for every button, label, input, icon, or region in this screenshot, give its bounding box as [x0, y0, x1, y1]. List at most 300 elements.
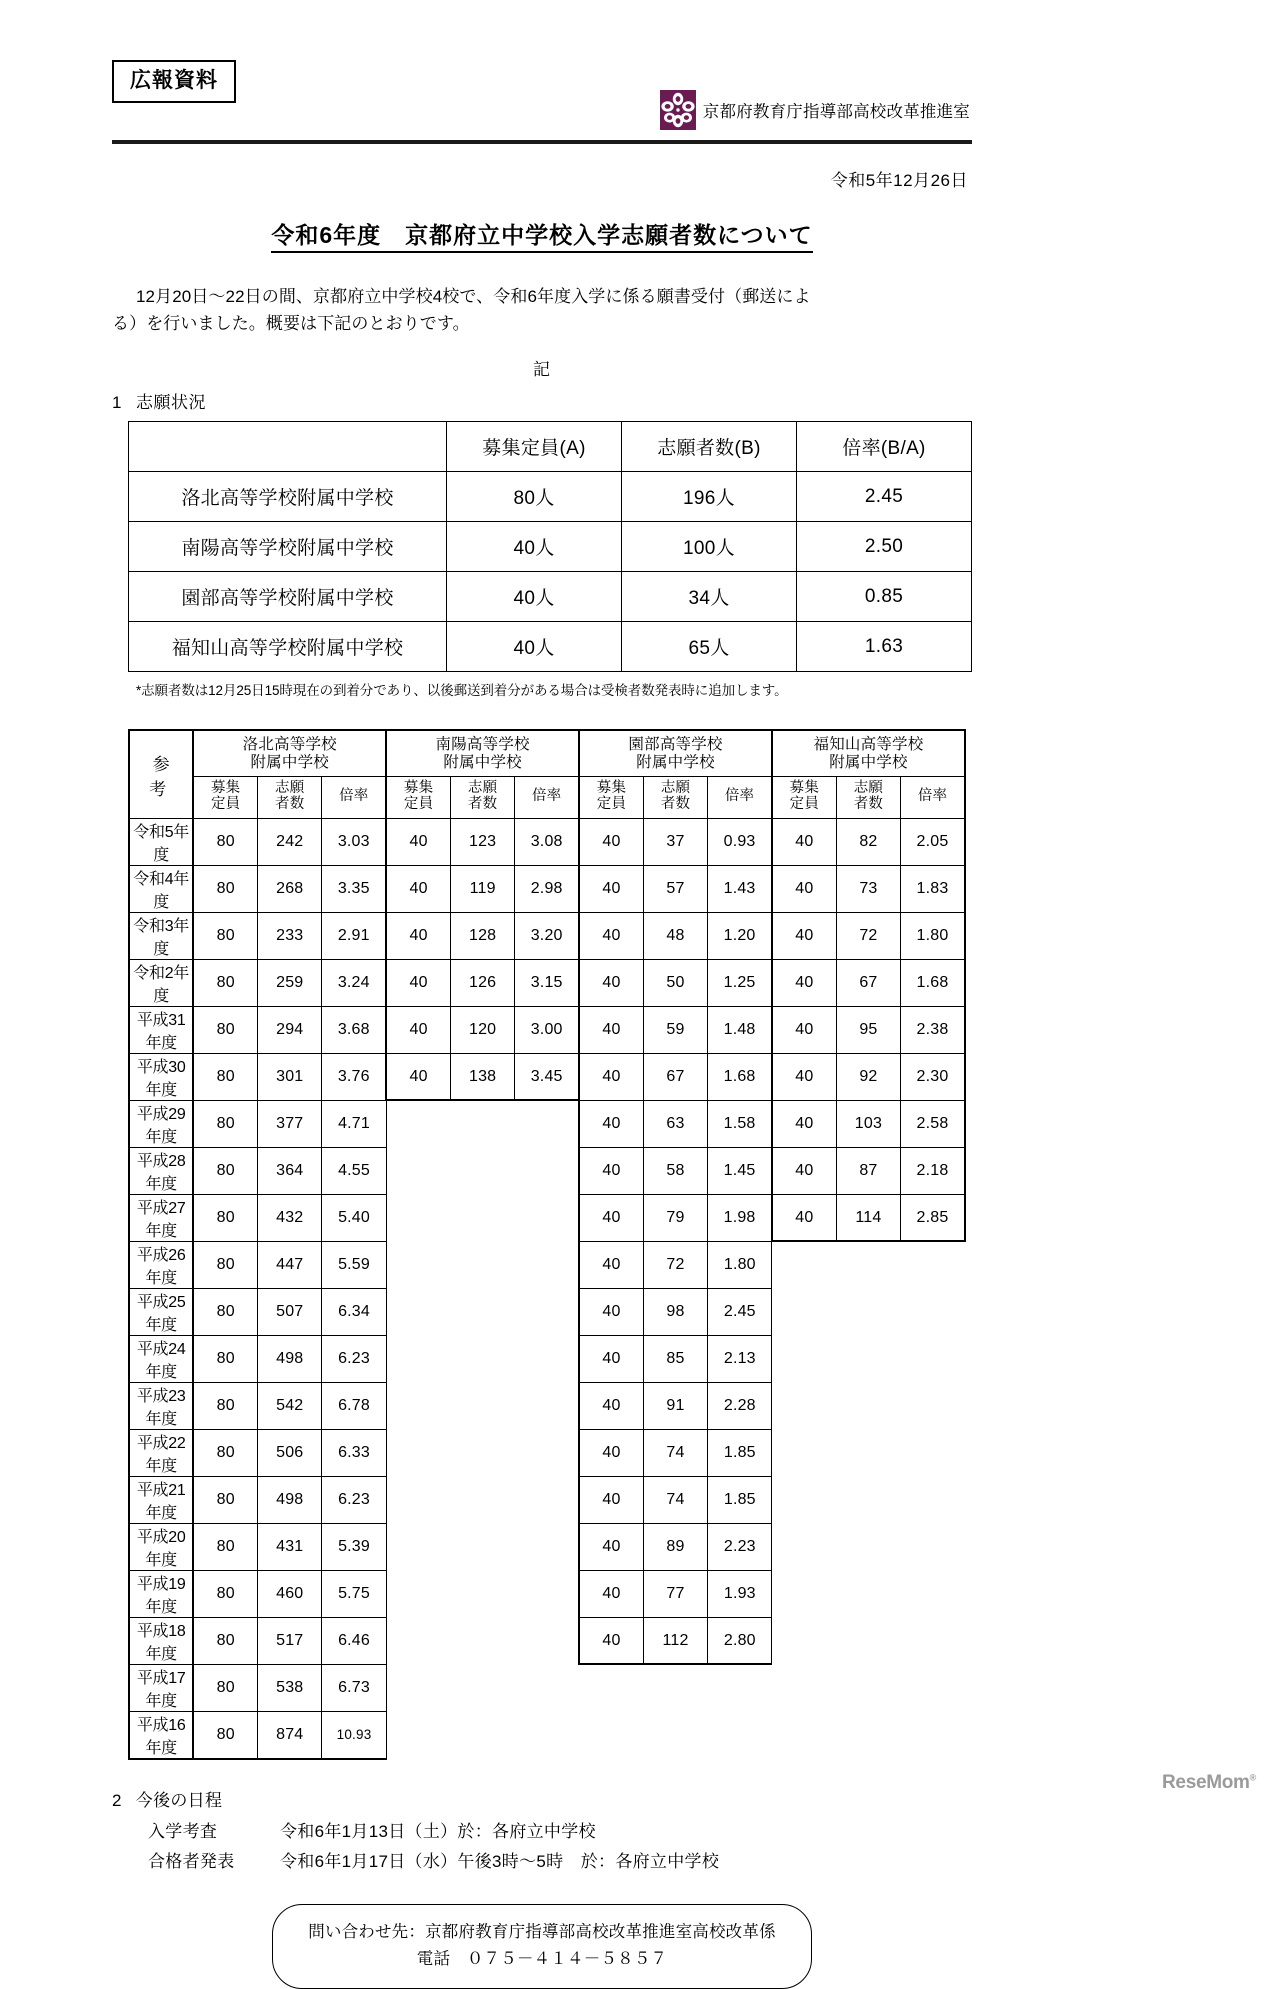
reference-capacity: 40 — [579, 865, 643, 912]
reference-table-row — [129, 818, 965, 865]
reference-table-wrap — [128, 729, 972, 1760]
cell-school: 園部高等学校附属中学校 — [129, 572, 447, 622]
reference-ratio: 6.23 — [322, 1476, 386, 1523]
section-1-heading — [112, 388, 972, 413]
reference-applicants: 874 — [258, 1711, 322, 1759]
reference-capacity: 40 — [772, 912, 836, 959]
reference-row-year: 令和4年度 — [129, 865, 193, 912]
reference-applicants: 538 — [258, 1664, 322, 1711]
reference-ratio: 2.85 — [901, 1194, 965, 1241]
reference-row-year: 平成26年度 — [129, 1241, 193, 1288]
reference-table-row — [129, 1570, 965, 1617]
header-divider — [112, 140, 972, 144]
reference-applicants: 59 — [643, 1006, 707, 1053]
reference-capacity: 40 — [386, 1053, 450, 1100]
reference-applicants: 57 — [643, 865, 707, 912]
reference-ratio: 2.45 — [708, 1288, 772, 1335]
application-status-table — [128, 421, 972, 672]
reference-table-row — [129, 1664, 965, 1711]
reference-row-year: 平成18年度 — [129, 1617, 193, 1664]
watermark-tm: ® — [1249, 1772, 1256, 1783]
reference-applicants: 242 — [258, 818, 322, 865]
reference-ratio: 3.45 — [515, 1053, 579, 1100]
cell-ratio: 1.63 — [797, 622, 972, 672]
reference-capacity: 80 — [193, 1711, 257, 1759]
reference-empty-cell — [901, 1335, 965, 1382]
reference-table-row — [129, 1382, 965, 1429]
reference-row-year: 平成21年度 — [129, 1476, 193, 1523]
reference-empty-cell — [772, 1523, 836, 1570]
reference-applicants: 67 — [836, 959, 900, 1006]
reference-ratio: 1.85 — [708, 1476, 772, 1523]
reference-applicants: 79 — [643, 1194, 707, 1241]
reference-table-row — [129, 1288, 965, 1335]
reference-table-row — [129, 1053, 965, 1100]
reference-applicants: 72 — [836, 912, 900, 959]
reference-empty-cell — [386, 1523, 450, 1570]
reference-row-year: 平成29年度 — [129, 1100, 193, 1147]
reference-empty-cell — [772, 1476, 836, 1523]
reference-applicants: 98 — [643, 1288, 707, 1335]
reference-ratio: 2.58 — [901, 1100, 965, 1147]
reference-row-year: 平成25年度 — [129, 1288, 193, 1335]
reference-ratio: 1.83 — [901, 865, 965, 912]
reference-empty-cell — [901, 1382, 965, 1429]
reference-applicants: 114 — [836, 1194, 900, 1241]
reference-row-year: 平成30年度 — [129, 1053, 193, 1100]
reference-applicants: 74 — [643, 1429, 707, 1476]
table-footnote: *志願者数は12月25日15時現在の到着分であり、以後郵送到着分がある場合は受検者数発表時に追加します。 — [136, 683, 788, 699]
reference-capacity: 80 — [193, 1476, 257, 1523]
reference-empty-cell — [901, 1711, 965, 1759]
reference-empty-cell — [515, 1429, 579, 1476]
reference-applicants: 301 — [258, 1053, 322, 1100]
reference-empty-cell — [772, 1711, 836, 1759]
reference-empty-cell — [450, 1711, 514, 1759]
cell-applicants: 34人 — [622, 572, 797, 622]
cell-ratio: 0.85 — [797, 572, 972, 622]
reference-ratio: 1.68 — [708, 1053, 772, 1100]
cell-capacity: 80人 — [447, 472, 622, 522]
reference-applicants: 259 — [258, 959, 322, 1006]
reference-empty-cell — [515, 1100, 579, 1147]
reference-applicants: 123 — [450, 818, 514, 865]
reference-applicants: 85 — [643, 1335, 707, 1382]
reference-empty-cell — [515, 1288, 579, 1335]
cell-applicants: 65人 — [622, 622, 797, 672]
reference-applicants: 233 — [258, 912, 322, 959]
reference-capacity: 80 — [193, 959, 257, 1006]
reference-empty-cell — [386, 1335, 450, 1382]
reference-empty-cell — [643, 1711, 707, 1759]
reference-empty-cell — [450, 1570, 514, 1617]
cell-capacity: 40人 — [447, 572, 622, 622]
reference-empty-cell — [386, 1617, 450, 1664]
reference-capacity: 40 — [772, 1006, 836, 1053]
reference-empty-cell — [450, 1476, 514, 1523]
reference-applicants: 82 — [836, 818, 900, 865]
schedule-label-exam: 入学考査 — [148, 1821, 218, 1841]
reference-table-row — [129, 1476, 965, 1523]
reference-metric-header: 倍率 — [708, 776, 772, 818]
reference-empty-cell — [643, 1664, 707, 1711]
reference-table-row — [129, 1006, 965, 1053]
reference-empty-cell — [901, 1241, 965, 1288]
reference-table-row — [129, 959, 965, 1006]
reference-table-row — [129, 1617, 965, 1664]
reference-applicants: 447 — [258, 1241, 322, 1288]
reference-ratio: 2.38 — [901, 1006, 965, 1053]
reference-empty-cell — [836, 1523, 900, 1570]
press-release-badge: 広報資料 — [112, 60, 236, 103]
reference-ratio: 3.68 — [322, 1006, 386, 1053]
reference-empty-cell — [386, 1476, 450, 1523]
reference-capacity: 80 — [193, 1617, 257, 1664]
reference-applicants: 498 — [258, 1476, 322, 1523]
reference-metric-header: 志願 者数 — [450, 776, 514, 818]
reference-ratio: 1.20 — [708, 912, 772, 959]
reference-ratio: 2.23 — [708, 1523, 772, 1570]
reference-ratio: 1.43 — [708, 865, 772, 912]
reference-empty-cell — [515, 1711, 579, 1759]
reference-empty-cell — [901, 1523, 965, 1570]
contact-line-2: 電話 ０７５－４１４－５８５７ — [416, 1949, 668, 1968]
reference-applicants: 92 — [836, 1053, 900, 1100]
reference-applicants: 91 — [643, 1382, 707, 1429]
reference-applicants: 74 — [643, 1476, 707, 1523]
reference-metric-header: 志願 者数 — [836, 776, 900, 818]
reference-empty-cell — [901, 1664, 965, 1711]
reference-capacity: 40 — [579, 1194, 643, 1241]
reference-capacity: 80 — [193, 1429, 257, 1476]
col-ratio: 倍率(B/A) — [797, 422, 972, 472]
reference-ratio: 5.39 — [322, 1523, 386, 1570]
reference-empty-cell — [708, 1664, 772, 1711]
reference-empty-cell — [836, 1664, 900, 1711]
reference-capacity: 80 — [193, 1382, 257, 1429]
reference-capacity: 40 — [386, 865, 450, 912]
reference-empty-cell — [579, 1711, 643, 1759]
reference-row-year: 平成17年度 — [129, 1664, 193, 1711]
historical-reference-table — [128, 729, 966, 1760]
reference-capacity: 40 — [579, 1429, 643, 1476]
reference-capacity: 40 — [772, 1194, 836, 1241]
col-school — [129, 422, 447, 472]
issuing-organization — [660, 90, 970, 130]
cell-ratio: 2.45 — [797, 472, 972, 522]
reference-capacity: 40 — [772, 959, 836, 1006]
reference-capacity: 40 — [579, 1147, 643, 1194]
document-date: 令和5年12月26日 — [830, 171, 968, 190]
reference-ratio: 6.46 — [322, 1617, 386, 1664]
reference-ratio: 2.28 — [708, 1382, 772, 1429]
reference-empty-cell — [901, 1429, 965, 1476]
reference-capacity: 80 — [193, 1194, 257, 1241]
reference-ratio: 1.98 — [708, 1194, 772, 1241]
reference-empty-cell — [901, 1476, 965, 1523]
reference-capacity: 80 — [193, 818, 257, 865]
table-row — [129, 472, 972, 522]
reference-capacity: 40 — [579, 959, 643, 1006]
reference-metric-header: 倍率 — [322, 776, 386, 818]
reference-empty-cell — [386, 1570, 450, 1617]
section-2-schedule — [112, 1786, 972, 1877]
reference-ratio: 3.35 — [322, 865, 386, 912]
reference-empty-cell — [450, 1241, 514, 1288]
reference-metric-header: 募集 定員 — [386, 776, 450, 818]
reference-metric-header: 志願 者数 — [643, 776, 707, 818]
reference-applicants: 73 — [836, 865, 900, 912]
reference-metric-header: 募集 定員 — [193, 776, 257, 818]
reference-capacity: 40 — [579, 1382, 643, 1429]
cell-school: 洛北高等学校附属中学校 — [129, 472, 447, 522]
reference-applicants: 120 — [450, 1006, 514, 1053]
reference-applicants: 87 — [836, 1147, 900, 1194]
reference-empty-cell — [515, 1335, 579, 1382]
section-2-heading — [112, 1786, 972, 1811]
reference-ratio: 6.73 — [322, 1664, 386, 1711]
reference-capacity: 80 — [193, 865, 257, 912]
reference-metric-header: 倍率 — [901, 776, 965, 818]
reference-empty-cell — [450, 1194, 514, 1241]
reference-ratio: 2.80 — [708, 1617, 772, 1664]
reference-ratio: 1.68 — [901, 959, 965, 1006]
lead-paragraph — [112, 283, 972, 337]
reference-capacity: 40 — [579, 1476, 643, 1523]
page-title-text: 令和6年度 京都府立中学校入学志願者数について — [271, 222, 812, 253]
reference-empty-cell — [386, 1664, 450, 1711]
reference-table-row — [129, 865, 965, 912]
reference-empty-cell — [579, 1664, 643, 1711]
reference-applicants: 112 — [643, 1617, 707, 1664]
reference-capacity: 80 — [193, 1523, 257, 1570]
table-header-row — [129, 422, 972, 472]
reference-applicants: 67 — [643, 1053, 707, 1100]
reference-applicants: 431 — [258, 1523, 322, 1570]
reference-metric-header: 志願 者数 — [258, 776, 322, 818]
reference-school-header: 南陽高等学校 附属中学校 — [386, 730, 579, 776]
cell-school: 福知山高等学校附属中学校 — [129, 622, 447, 672]
reference-metric-header: 倍率 — [515, 776, 579, 818]
reference-applicants: 364 — [258, 1147, 322, 1194]
reference-empty-cell — [515, 1382, 579, 1429]
reference-empty-cell — [836, 1711, 900, 1759]
reference-ratio: 3.03 — [322, 818, 386, 865]
organization-name: 京都府教育庁指導部高校改革推進室 — [702, 103, 970, 121]
reference-row-year: 令和5年度 — [129, 818, 193, 865]
kyoto-prefecture-logo-icon — [660, 90, 696, 130]
reference-applicants: 542 — [258, 1382, 322, 1429]
reference-ratio: 1.58 — [708, 1100, 772, 1147]
reference-ratio: 2.91 — [322, 912, 386, 959]
reference-empty-cell — [515, 1570, 579, 1617]
table-row — [129, 522, 972, 572]
reference-empty-cell — [450, 1382, 514, 1429]
reference-table-row — [129, 1241, 965, 1288]
reference-empty-cell — [515, 1194, 579, 1241]
reference-ratio: 1.80 — [708, 1241, 772, 1288]
section-1-label: 志願状況 — [135, 393, 206, 413]
reference-empty-cell — [450, 1335, 514, 1382]
reference-ratio: 6.33 — [322, 1429, 386, 1476]
reference-ratio: 0.93 — [708, 818, 772, 865]
reference-capacity: 80 — [193, 1100, 257, 1147]
reference-empty-cell — [772, 1429, 836, 1476]
reference-applicants: 506 — [258, 1429, 322, 1476]
reference-ratio: 4.55 — [322, 1147, 386, 1194]
reference-table-row — [129, 1711, 965, 1759]
reference-capacity: 40 — [579, 1523, 643, 1570]
reference-ratio: 3.15 — [515, 959, 579, 1006]
reference-row-year: 平成19年度 — [129, 1570, 193, 1617]
reference-capacity: 40 — [579, 1100, 643, 1147]
reference-table-row — [129, 1100, 965, 1147]
reference-empty-cell — [836, 1617, 900, 1664]
reference-applicants: 48 — [643, 912, 707, 959]
cell-school: 南陽高等学校附属中学校 — [129, 522, 447, 572]
watermark-text: ReseMom — [1162, 1772, 1250, 1793]
col-capacity: 募集定員(A) — [447, 422, 622, 472]
document-header — [112, 60, 972, 132]
section-2-number: 2 — [112, 1790, 122, 1810]
reference-empty-cell — [515, 1147, 579, 1194]
reference-row-year: 令和2年度 — [129, 959, 193, 1006]
reference-row-year: 平成31年度 — [129, 1006, 193, 1053]
reference-table-row — [129, 1194, 965, 1241]
reference-applicants: 103 — [836, 1100, 900, 1147]
reference-ratio: 3.00 — [515, 1006, 579, 1053]
reference-capacity: 80 — [193, 1570, 257, 1617]
document-sheet — [112, 60, 972, 1989]
reference-applicants: 507 — [258, 1288, 322, 1335]
reference-empty-cell — [450, 1664, 514, 1711]
reference-empty-cell — [386, 1147, 450, 1194]
reference-applicants: 37 — [643, 818, 707, 865]
reference-capacity: 40 — [579, 1335, 643, 1382]
reference-empty-cell — [386, 1241, 450, 1288]
reference-school-header: 園部高等学校 附属中学校 — [579, 730, 772, 776]
schedule-value-exam: 令和6年1月13日（土）於：各府立中学校 — [280, 1821, 596, 1841]
reference-ratio: 4.71 — [322, 1100, 386, 1147]
reference-ratio: 6.34 — [322, 1288, 386, 1335]
reference-ratio: 10.93 — [322, 1711, 386, 1759]
reference-capacity: 40 — [772, 1147, 836, 1194]
reference-empty-cell — [708, 1711, 772, 1759]
reference-empty-cell — [450, 1617, 514, 1664]
reference-empty-cell — [836, 1335, 900, 1382]
schedule-label-results: 合格者発表 — [148, 1851, 235, 1871]
reference-empty-cell — [450, 1288, 514, 1335]
reference-metric-header: 募集 定員 — [579, 776, 643, 818]
reference-table-row — [129, 912, 965, 959]
reference-table-row — [129, 1335, 965, 1382]
reference-ratio: 1.25 — [708, 959, 772, 1006]
reference-ratio: 3.76 — [322, 1053, 386, 1100]
reference-capacity: 40 — [579, 1288, 643, 1335]
reference-capacity: 40 — [386, 912, 450, 959]
reference-empty-cell — [450, 1429, 514, 1476]
reference-empty-cell — [836, 1429, 900, 1476]
reference-empty-cell — [386, 1711, 450, 1759]
reference-capacity: 80 — [193, 1053, 257, 1100]
reference-empty-cell — [386, 1382, 450, 1429]
reference-applicants: 517 — [258, 1617, 322, 1664]
reference-applicants: 377 — [258, 1100, 322, 1147]
table-row — [129, 622, 972, 672]
reference-applicants: 268 — [258, 865, 322, 912]
reference-ratio: 2.05 — [901, 818, 965, 865]
reference-empty-cell — [515, 1523, 579, 1570]
reference-capacity: 80 — [193, 1288, 257, 1335]
reference-capacity: 40 — [579, 912, 643, 959]
reference-applicants: 58 — [643, 1147, 707, 1194]
reference-empty-cell — [515, 1476, 579, 1523]
reference-capacity: 80 — [193, 1241, 257, 1288]
reference-ratio: 6.78 — [322, 1382, 386, 1429]
reference-empty-cell — [836, 1570, 900, 1617]
reference-ratio: 1.48 — [708, 1006, 772, 1053]
reference-school-header: 洛北高等学校 附属中学校 — [193, 730, 386, 776]
reference-empty-cell — [772, 1241, 836, 1288]
reference-applicants: 126 — [450, 959, 514, 1006]
reference-empty-cell — [836, 1241, 900, 1288]
cell-capacity: 40人 — [447, 522, 622, 572]
col-applicants: 志願者数(B) — [622, 422, 797, 472]
reference-capacity: 80 — [193, 1335, 257, 1382]
reference-empty-cell — [772, 1617, 836, 1664]
reference-header-metrics — [129, 776, 965, 818]
reference-capacity: 40 — [579, 1570, 643, 1617]
reference-empty-cell — [901, 1570, 965, 1617]
lead-line-1: 12月20日～22日の間、京都府立中学校4校で、令和6年度入学に係る願書受付（郵送によ — [136, 287, 811, 306]
reference-capacity: 80 — [193, 1006, 257, 1053]
reference-applicants: 498 — [258, 1335, 322, 1382]
reference-empty-cell — [772, 1382, 836, 1429]
reference-ratio: 2.13 — [708, 1335, 772, 1382]
reference-capacity: 40 — [579, 818, 643, 865]
reference-ratio: 5.75 — [322, 1570, 386, 1617]
contact-box — [272, 1904, 812, 1989]
cell-applicants: 100人 — [622, 522, 797, 572]
reference-ratio: 1.93 — [708, 1570, 772, 1617]
reference-capacity: 40 — [386, 1006, 450, 1053]
reference-applicants: 294 — [258, 1006, 322, 1053]
reference-ratio: 5.59 — [322, 1241, 386, 1288]
reference-empty-cell — [386, 1194, 450, 1241]
reference-row-year: 平成24年度 — [129, 1335, 193, 1382]
ki-marker: 記 — [533, 360, 551, 380]
reference-applicants: 460 — [258, 1570, 322, 1617]
reference-empty-cell — [901, 1288, 965, 1335]
reference-empty-cell — [772, 1288, 836, 1335]
section-2-label: 今後の日程 — [135, 1790, 223, 1810]
reference-row-year: 平成22年度 — [129, 1429, 193, 1476]
reference-applicants: 89 — [643, 1523, 707, 1570]
reference-empty-cell — [836, 1288, 900, 1335]
reference-empty-cell — [386, 1429, 450, 1476]
schedule-item — [148, 1847, 972, 1877]
reference-applicants: 138 — [450, 1053, 514, 1100]
reference-table-body — [129, 730, 965, 1759]
reference-empty-cell — [450, 1523, 514, 1570]
reference-capacity: 40 — [386, 818, 450, 865]
reference-applicants: 50 — [643, 959, 707, 1006]
reference-capacity: 40 — [579, 1053, 643, 1100]
reference-row-year: 平成20年度 — [129, 1523, 193, 1570]
cell-capacity: 40人 — [447, 622, 622, 672]
reference-empty-cell — [515, 1664, 579, 1711]
reference-empty-cell — [772, 1335, 836, 1382]
